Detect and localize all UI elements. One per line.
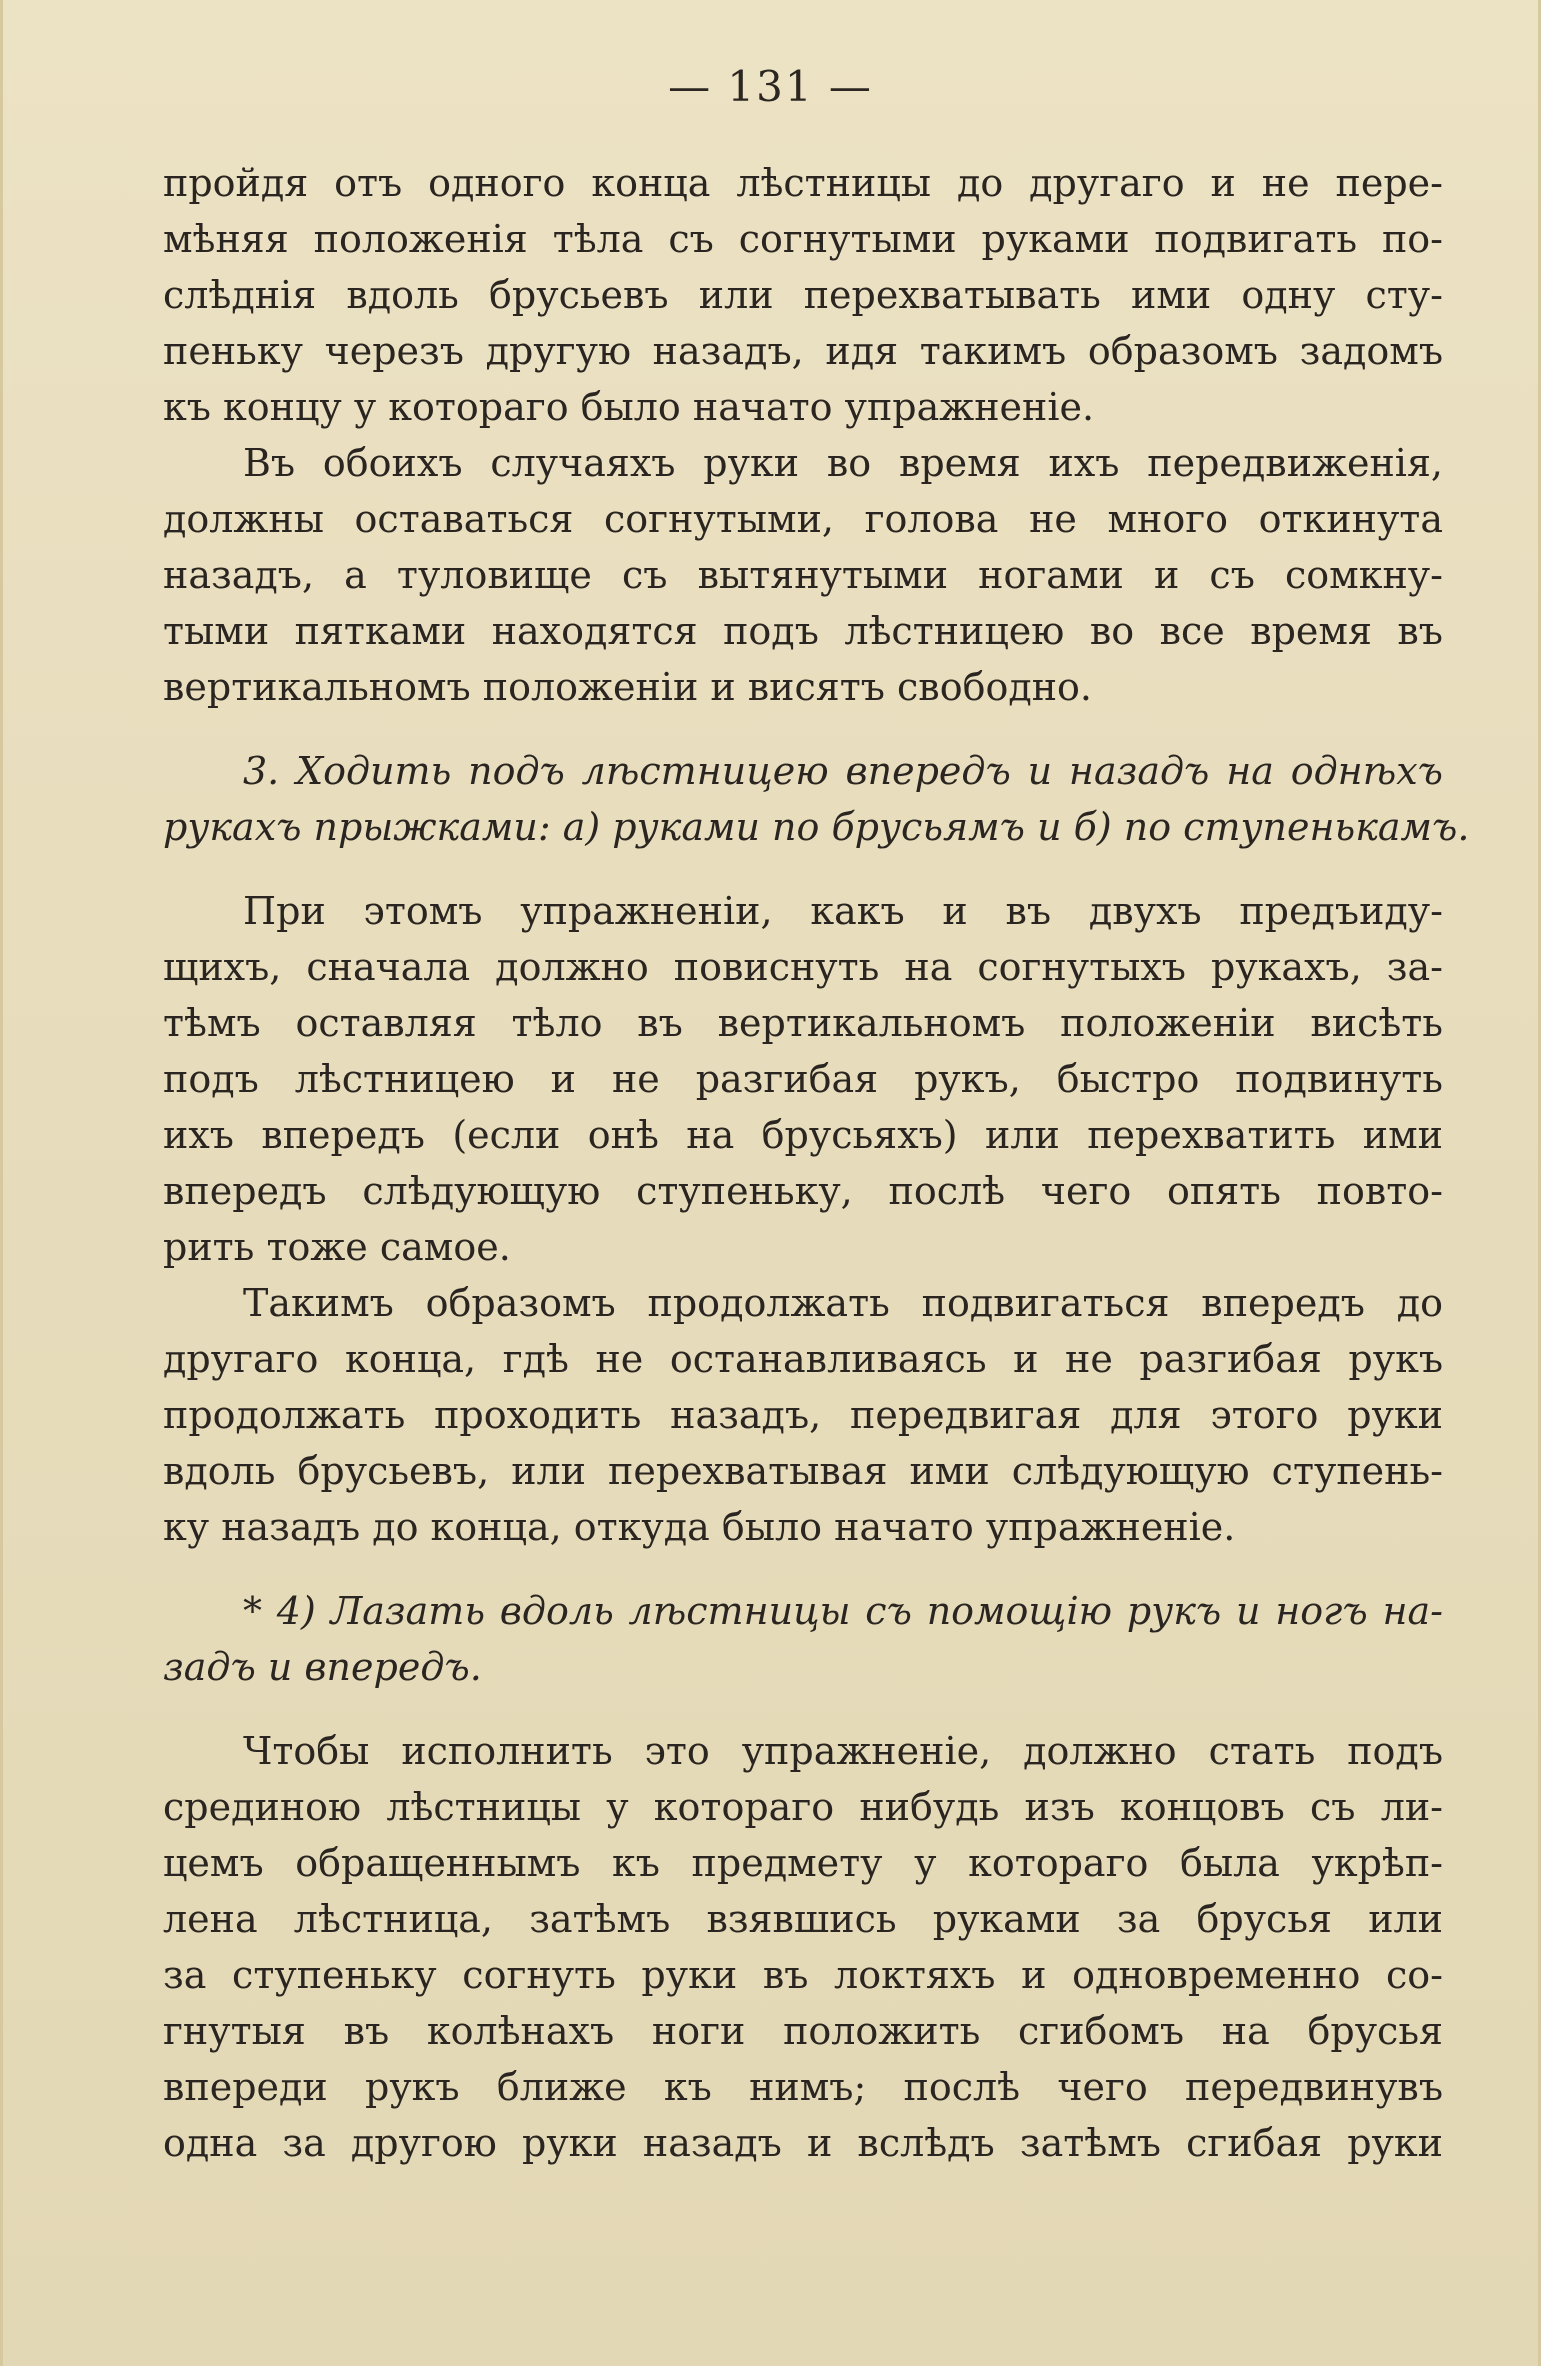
text-line: вертикальномъ положеніи и висятъ свободно. [163, 665, 1093, 709]
exercise-heading [163, 743, 1470, 855]
text-line: срединою лѣстницы у котораго нибудь изъ концовъ съ ли- [163, 1785, 1443, 1829]
text-line: гнутыя въ колѣнахъ ноги положить сгибомъ на брусья [163, 2009, 1443, 2053]
text-line: задъ и впередъ. [163, 1645, 482, 1689]
text-line: рить тоже самое. [163, 1225, 511, 1269]
paragraph [163, 155, 1443, 435]
text-line: тыми пятками находятся подъ лѣстницею во все время въ [163, 609, 1443, 653]
text-line: продолжать проходить назадъ, передвигая для этого руки [163, 1393, 1443, 1437]
paragraph [163, 1275, 1443, 1555]
text-line: ихъ впередъ (если онѣ на брусьяхъ) или перехватить ими [163, 1113, 1443, 1157]
text-line: пеньку черезъ другую назадъ, идя такимъ образомъ задомъ [163, 329, 1443, 373]
text-line: мѣняя положенія тѣла съ согнутыми руками подвигать по- [163, 217, 1443, 261]
text-line: тѣмъ оставляя тѣло въ вертикальномъ положеніи висѣть [163, 1001, 1443, 1045]
text-line: вдоль брусьевъ, или перехватывая ими слѣдующую ступень- [163, 1449, 1443, 1493]
text-line: Чтобы исполнить это упражненіе, должно стать подъ [243, 1729, 1443, 1773]
text-line: * 4) Лазать вдоль лѣстницы съ помощію рукъ и ногъ на- [243, 1589, 1443, 1633]
text-line: цемъ обращеннымъ къ предмету у котораго была укрѣп- [163, 1841, 1443, 1885]
text-line: должны оставаться согнутыми, голова не много откинута [163, 497, 1443, 541]
paragraph [163, 1723, 1443, 2171]
text-line: щихъ, сначала должно повиснуть на согнутыхъ рукахъ, за- [163, 945, 1443, 989]
text-line: другаго конца, гдѣ не останавливаясь и не разгибая рукъ [163, 1337, 1443, 1381]
paragraph [163, 435, 1443, 715]
text-line: рукахъ прыжками: а) руками по брусьямъ и б) по ступенькамъ. [163, 805, 1470, 849]
text-line: пройдя отъ одного конца лѣстницы до другаго и не пере- [163, 161, 1443, 205]
text-line: слѣднія вдоль брусьевъ или перехватывать ими одну сту- [163, 273, 1443, 317]
text-line: впередъ слѣдующую ступеньку, послѣ чего опять повто- [163, 1169, 1443, 1213]
text-line: ку назадъ до конца, откуда было начато упражненіе. [163, 1505, 1236, 1549]
page-text [163, 155, 1470, 2171]
text-line: Такимъ образомъ продолжать подвигаться впередъ до [243, 1281, 1443, 1325]
exercise-heading [163, 1583, 1443, 1695]
paragraph [163, 883, 1443, 1275]
text-line: Въ обоихъ случаяхъ руки во время ихъ передвиженія, [243, 441, 1443, 485]
text-line: назадъ, а туловище съ вытянутыми ногами и съ сомкну- [163, 553, 1443, 597]
text-line: При этомъ упражненіи, какъ и въ двухъ предъиду- [243, 889, 1443, 933]
text-line: къ концу у котораго было начато упражненіе. [163, 385, 1095, 429]
text-line: одна за другою руки назадъ и вслѣдъ затѣмъ сгибая руки [163, 2121, 1443, 2165]
page-number: — 131 — [668, 62, 873, 111]
text-line: 3. Ходить подъ лѣстницею впередъ и назадъ на однѣхъ [243, 749, 1443, 793]
text-line: за ступеньку согнуть руки въ локтяхъ и одновременно со- [163, 1953, 1443, 1997]
text-line: впереди рукъ ближе къ нимъ; послѣ чего передвинувъ [163, 2065, 1443, 2109]
text-line: подъ лѣстницею и не разгибая рукъ, быстро подвинуть [163, 1057, 1443, 1101]
text-line: лена лѣстница, затѣмъ взявшись руками за брусья или [163, 1897, 1443, 1941]
